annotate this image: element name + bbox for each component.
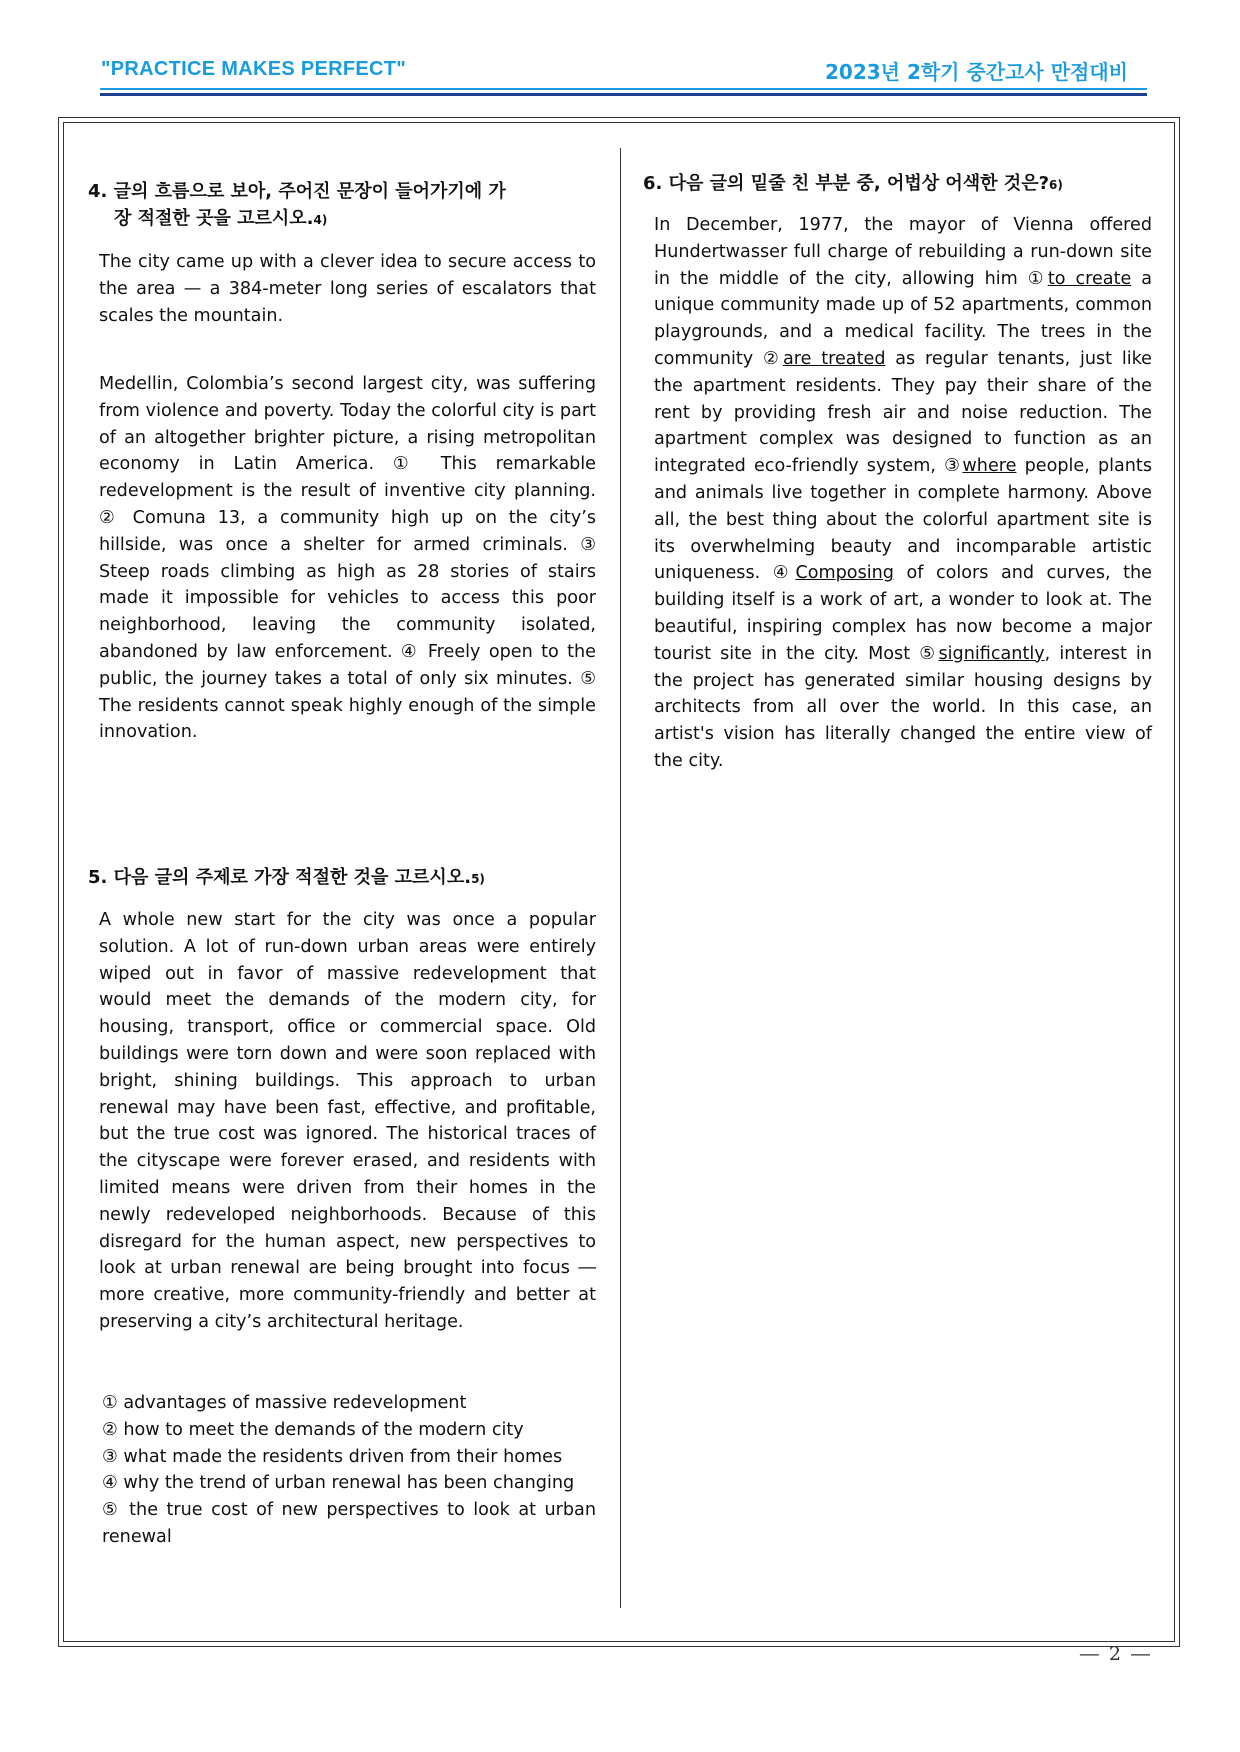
- underlined-phrase-3: where: [962, 456, 1017, 477]
- question-4-given-sentence: [99, 249, 596, 329]
- header-exam-title: 2023년 2학기 중간고사 만점대비: [825, 60, 1128, 84]
- passage-segment: as regular tenants, just like the apartment residents. They pay their share of the rent by providing fresh air and noise reduction. The apartment complex was designed to function as an integrated eco-friendly system,: [654, 348, 1153, 477]
- question-5-passage: [99, 907, 596, 1336]
- question-4-title-line2-wrap: [88, 205, 596, 234]
- question-6-footnote: 6): [1049, 178, 1063, 192]
- passage-segment: In December, 1977, the mayor of Vienna offered Hundertwasser full charge of rebuilding a run-down site in the middle of the city, allowing him: [654, 215, 1152, 289]
- given-sentence-text: The city came up with a clever idea to secure access to the area — a 384-meter long series of escalators that scales the mountain.: [99, 252, 596, 326]
- column-divider: [620, 148, 621, 1608]
- question-6-title-text: 6. 다음 글의 밑줄 친 부분 중, 어법상 어색한 것은?: [643, 173, 1050, 194]
- marker-2: ②: [763, 348, 783, 369]
- passage-text: A whole new start for the city was once a popular solution. A lot of run-down urban areas were entirely wiped out in favor of massive redevelopment that would meet the demands of the modern city, for housing, transport, office or commercial space. Old buildings were torn down and were soon replaced with bright, shining buildings. This approach to urban renewal may have been fast, effective, and profitable, but the true cost was ignored. The historical traces of the cityscape were forever erased, and residents with limited means were driven from their homes in the newly redeveloped neighborhoods. Because of this disregard for the human aspect, new perspectives to look at urban renewal are being brought into focus ― more creative, more community-friendly and better at preserving a city’s architectural heritage.: [99, 910, 596, 1332]
- choice-1[interactable]: ① advantages of massive redevelopment: [102, 1393, 467, 1413]
- question-5-choices: [102, 1390, 596, 1551]
- page-number: ― 2 ―: [1079, 1643, 1152, 1665]
- underlined-phrase-2: are treated: [783, 348, 886, 369]
- question-4-title: [88, 178, 596, 234]
- passage-segment: a unique community made up of 52 apartments, common playgrounds, and a medical facility. The trees in the community: [654, 268, 1152, 369]
- choice-4[interactable]: ④ why the trend of urban renewal has been changing: [102, 1473, 575, 1494]
- marker-3: ③: [944, 456, 963, 477]
- underlined-phrase-4: Composing: [795, 563, 894, 584]
- question-5-title: [88, 864, 596, 893]
- marker-1: ①: [1027, 268, 1048, 289]
- passage-segment: of colors and curves, the building itself is a work of art, a wonder to look at. The beautiful, inspiring complex has now become a major tourist site in the city. Most: [654, 563, 1152, 664]
- question-4-passage: [99, 371, 596, 746]
- question-4-title-line2: 장 적절한 곳을 고르시오.: [114, 208, 314, 229]
- question-6-passage: [654, 212, 1152, 775]
- passage-text: [654, 212, 1152, 775]
- question-4-title-line1: 4. 글의 흐름으로 보아, 주어진 문장이 들어가기에 가: [88, 181, 506, 202]
- passage-text: Medellin, Colombia’s second largest city, was suffering from violence and poverty. Today the colorful city is part of an altogether brighter picture, a rising metropolitan economy in Latin America. ① This remarkable redevelopment is the result of inventive city planning. ② Comuna 13, a community high up on the city’s hillside, was once a shelter for armed criminals. ③ Steep roads climbing as high as 28 stories of stairs made it impossible for vehicles to access this poor neighborhood, leaving the community isolated, abandoned by law enforcement. ④ Freely open to the public, the journey takes a total of only six minutes. ⑤ The residents cannot speak highly enough of the simple innovation.: [99, 374, 596, 743]
- passage-segment: , interest in the project has generated similar housing designs by architects from all over the world. In this case, an artist's vision has literally changed the entire view of the city.: [654, 643, 1152, 771]
- question-4-footnote: 4): [313, 213, 328, 227]
- choice-5[interactable]: ⑤ the true cost of new perspectives to look at urban renewal: [102, 1500, 596, 1547]
- passage-segment: people, plants and animals live together in complete harmony. Above all, the best thing about the colorful apartment site is its overwhelming beauty and incomparable artistic uniqueness.: [654, 456, 1152, 584]
- header-slogan: "PRACTICE MAKES PERFECT": [101, 58, 407, 80]
- marker-5: ⑤: [919, 643, 939, 664]
- marker-4: ④: [772, 563, 796, 584]
- question-6-title: [643, 170, 1153, 199]
- underlined-phrase-5: significantly: [938, 643, 1045, 664]
- question-5-footnote: 5): [471, 872, 485, 886]
- underlined-phrase-1: to create: [1047, 268, 1132, 289]
- choice-2[interactable]: ② how to meet the demands of the modern city: [102, 1419, 524, 1440]
- question-5-title-text: 5. 다음 글의 주제로 가장 적절한 것을 고르시오.: [88, 867, 472, 888]
- header-rule-thick: [100, 93, 1147, 96]
- header-rule: [100, 88, 1147, 90]
- choice-3[interactable]: ③ what made the residents driven from their homes: [102, 1446, 563, 1467]
